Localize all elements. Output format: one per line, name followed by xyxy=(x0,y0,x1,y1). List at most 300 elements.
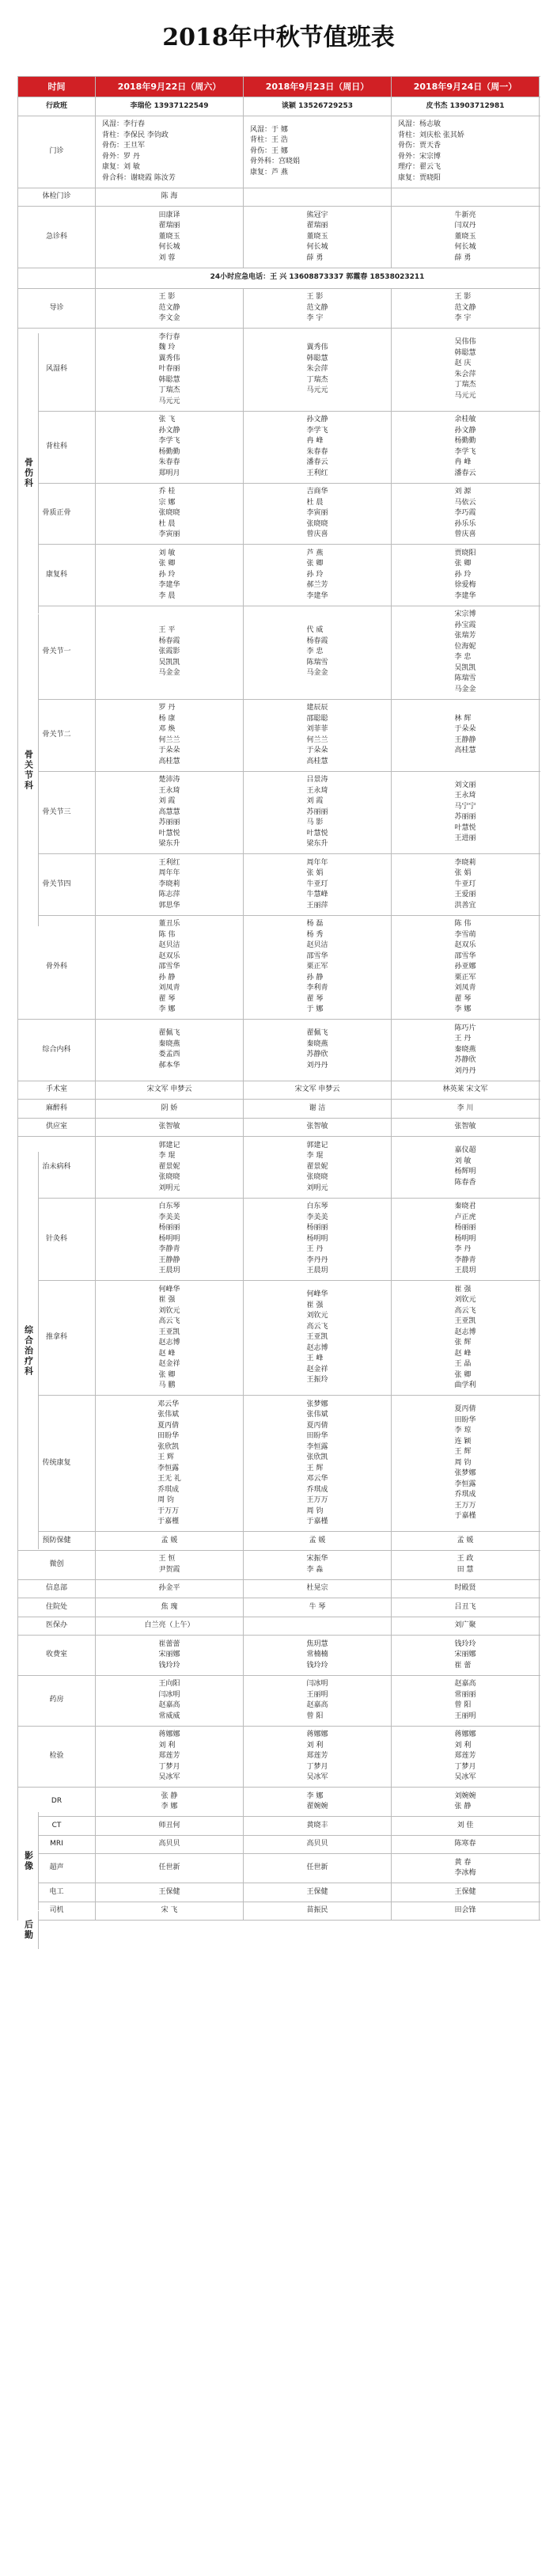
department-name: 骨质正骨 xyxy=(18,484,96,545)
staff-name: 郭建记 xyxy=(306,1141,328,1149)
staff-name: 焦玥慧 xyxy=(306,1639,328,1648)
roster-row xyxy=(18,1636,540,1676)
staff-name: 高桂慧 xyxy=(306,757,328,766)
staff-name: 杨明明 xyxy=(158,1234,180,1243)
staff-name: 邵雪华 xyxy=(306,952,328,960)
duty-cell xyxy=(392,1617,540,1636)
staff-list xyxy=(392,120,539,184)
staff-name: 张智敏 xyxy=(158,1123,180,1130)
duty-cell xyxy=(392,1137,540,1198)
staff-name: 李冰梅 xyxy=(454,1869,476,1877)
duty-cell xyxy=(392,854,540,915)
staff-name: 建辰辰 xyxy=(306,704,328,712)
staff-name: 常丽丽 xyxy=(454,1690,476,1699)
staff-name: 郝兰芳 xyxy=(306,581,328,589)
duty-cell xyxy=(244,916,392,1020)
staff-name: 孙乐乐 xyxy=(454,519,476,528)
staff-name: 林 辉 xyxy=(454,714,472,723)
staff-name: 刘 利 xyxy=(306,1741,324,1750)
staff-name: 于朵朵 xyxy=(306,747,328,754)
staff-name: 张 娟 xyxy=(454,869,472,877)
staff-list xyxy=(306,1141,328,1195)
category-group-label: 后勤 xyxy=(18,1911,39,1949)
staff-list xyxy=(158,1554,180,1575)
staff-name: 李建华 xyxy=(158,581,180,589)
staff-name: 张晓晓 xyxy=(158,1173,180,1181)
header-day-3: 2018年9月24日（周一） xyxy=(392,77,540,97)
staff-name: 吴冰军 xyxy=(158,1773,180,1781)
staff-name: 尹贺霞 xyxy=(158,1565,180,1574)
staff-name: 王晨玥 xyxy=(158,1267,180,1275)
roster-row xyxy=(18,1551,540,1580)
staff-name: 吴冰军 xyxy=(454,1773,476,1781)
staff-name: 刘 敏 xyxy=(454,1157,472,1165)
duty-cell xyxy=(244,1551,392,1579)
staff-name: 杨勤勤 xyxy=(158,447,180,456)
staff-name: 李晓莉 xyxy=(158,880,180,888)
staff-name: 熊冠宇 xyxy=(306,211,328,219)
category-group-label: 影像 xyxy=(18,1812,39,1910)
staff-list xyxy=(454,1887,476,1898)
staff-list xyxy=(130,101,208,112)
staff-name: 牛亚玎 xyxy=(306,880,328,888)
duty-cell xyxy=(96,1532,244,1550)
staff-name: 薛 勇 xyxy=(306,253,324,262)
roster-row xyxy=(18,1788,540,1817)
staff-name: 任世新 xyxy=(306,1864,328,1872)
staff-name: 孟 媛 xyxy=(457,1536,474,1544)
duty-cell xyxy=(244,1636,392,1675)
staff-name: 于万万 xyxy=(157,1506,180,1515)
header-time-label: 时间 xyxy=(18,77,96,97)
department-name: 骨外科 xyxy=(18,916,96,1020)
staff-name: 师丑何 xyxy=(158,1821,180,1829)
staff-name: 周 钧 xyxy=(157,1496,174,1504)
staff-name: 王 影 xyxy=(306,293,324,301)
staff-list xyxy=(161,1791,178,1813)
staff-name: 张伟斌 xyxy=(157,1411,180,1419)
staff-name: 魏 玲 xyxy=(158,344,176,351)
staff-name: 梁东升 xyxy=(306,840,328,848)
department-name: 综合内科 xyxy=(18,1020,96,1081)
staff-list xyxy=(426,101,504,112)
staff-name: 何长城 xyxy=(306,243,328,251)
roster-row xyxy=(18,1883,540,1902)
staff-name: 罗 丹 xyxy=(158,704,176,712)
duty-cell xyxy=(96,545,244,606)
staff-list xyxy=(457,1821,474,1832)
staff-name: 张 静 xyxy=(454,1803,472,1810)
duty-cell xyxy=(96,1727,244,1788)
staff-name: 吉商华 xyxy=(306,488,328,496)
duty-cell xyxy=(392,1396,540,1531)
duty-cell xyxy=(96,188,244,207)
duty-cell xyxy=(96,1100,244,1118)
staff-name: 背柱：王 浩 xyxy=(250,136,288,145)
staff-name: 高慧慧 xyxy=(158,807,180,816)
department-name: 医保办 xyxy=(18,1617,96,1636)
staff-list xyxy=(306,858,328,912)
staff-list xyxy=(158,332,180,408)
staff-name: 张欣凯 xyxy=(306,1453,328,1461)
duty-cell xyxy=(244,606,392,699)
department-name: 康复科 xyxy=(18,545,96,606)
staff-list xyxy=(454,1730,476,1784)
staff-list xyxy=(309,1602,326,1613)
staff-name: 董丑乐 xyxy=(158,920,180,928)
staff-list xyxy=(158,1639,180,1672)
duty-cell xyxy=(244,700,392,771)
department-name: 骨关节三 xyxy=(18,772,96,854)
staff-name: 冉 峰 xyxy=(454,458,472,466)
staff-list xyxy=(306,1122,328,1133)
staff-name: 田会锋 xyxy=(454,1906,476,1914)
staff-name: 孙 玲 xyxy=(306,570,324,579)
staff-list xyxy=(158,292,180,325)
staff-list xyxy=(147,1085,192,1096)
staff-name: 丁瑞杰 xyxy=(306,375,328,384)
staff-name: 杜 晨 xyxy=(158,519,176,528)
staff-list xyxy=(457,1536,474,1547)
duty-cell xyxy=(96,1836,244,1854)
staff-name: 赵志博 xyxy=(454,1328,476,1336)
staff-name: 背柱：刘庆松 张其娇 xyxy=(398,131,464,139)
staff-list xyxy=(454,610,476,695)
staff-name: 赵双乐 xyxy=(158,952,180,960)
department-name: 检验 xyxy=(18,1727,96,1788)
staff-name: 朱春春 xyxy=(158,458,180,466)
staff-name: 杜晃宗 xyxy=(306,1584,328,1592)
staff-name: 皮书杰 13903712981 xyxy=(426,101,505,110)
staff-name: 张霞影 xyxy=(158,648,180,656)
staff-list xyxy=(306,775,328,850)
roster-row xyxy=(18,772,540,855)
duty-cell xyxy=(244,1617,392,1636)
staff-name: 潘春云 xyxy=(454,469,476,477)
staff-name: 张晓晓 xyxy=(158,509,180,517)
staff-name: 李 琨 xyxy=(306,1152,324,1160)
staff-list xyxy=(161,1905,178,1917)
staff-name: 王 辉 xyxy=(306,1464,324,1472)
staff-list xyxy=(158,1285,180,1392)
staff-list xyxy=(454,549,476,602)
staff-name: 蒋娜娜 xyxy=(158,1731,180,1738)
duty-cell xyxy=(96,1817,244,1835)
staff-name: 牛亚玎 xyxy=(454,880,476,888)
staff-name: 刘凤青 xyxy=(454,984,476,992)
staff-list xyxy=(454,415,476,479)
staff-name: 高桂慧 xyxy=(158,757,180,766)
staff-name: 叶慧悦 xyxy=(306,829,328,838)
department-name: 治未病科 xyxy=(18,1137,96,1198)
staff-name: 李 忠 xyxy=(306,648,324,656)
duty-cell xyxy=(96,772,244,854)
duty-cell xyxy=(392,1788,540,1816)
staff-name: 翟佩飞 xyxy=(158,1029,180,1038)
staff-name: 翟瑞丽 xyxy=(306,222,328,230)
staff-name: 郑莲芳 xyxy=(306,1752,328,1760)
staff-name: 张 卿 xyxy=(454,560,472,568)
staff-list xyxy=(306,487,328,541)
staff-name: 何长城 xyxy=(158,243,180,251)
staff-name: 乔琪成 xyxy=(157,1485,180,1494)
staff-list xyxy=(306,1905,328,1917)
staff-name: 郭建记 xyxy=(158,1141,180,1149)
department-name: 供应室 xyxy=(18,1119,96,1137)
staff-name: 风湿：杨志敏 xyxy=(398,120,441,128)
duty-cell xyxy=(392,188,540,207)
duty-cell xyxy=(96,1396,244,1531)
staff-name: 张 辉 xyxy=(454,1339,472,1347)
duty-cell xyxy=(96,1281,244,1395)
staff-list xyxy=(306,1821,328,1832)
staff-name: 闫冰明 xyxy=(306,1680,328,1688)
staff-name: 骨合科：谢晓霞 陈汝芳 xyxy=(102,173,176,182)
category-group-label: 骨伤科 xyxy=(18,333,39,614)
staff-name: 于嘉槿 xyxy=(306,1518,328,1525)
staff-list xyxy=(454,1602,476,1613)
staff-name: 李 娜 xyxy=(306,1791,324,1800)
staff-name: 王利红 xyxy=(158,858,180,867)
staff-list xyxy=(306,625,328,679)
staff-name: 杨勤勤 xyxy=(454,437,476,445)
staff-name: 王亚凯 xyxy=(158,1328,180,1336)
staff-list xyxy=(306,1730,328,1784)
duty-cell xyxy=(244,1883,392,1902)
staff-list xyxy=(158,1863,180,1874)
duty-cell xyxy=(96,1676,244,1726)
staff-name: 田康译 xyxy=(158,211,180,219)
staff-list xyxy=(158,703,180,767)
staff-list xyxy=(454,1583,476,1594)
staff-name: 宋 飞 xyxy=(161,1906,178,1914)
staff-name: 赵贝洁 xyxy=(158,941,180,949)
duty-cell xyxy=(244,1836,392,1854)
duty-cell xyxy=(244,1100,392,1118)
staff-name: 李恒露 xyxy=(454,1480,476,1488)
duty-cell xyxy=(244,484,392,545)
roster-row xyxy=(18,1676,540,1727)
staff-name: 韩聪慧 xyxy=(158,375,180,384)
roster-row xyxy=(18,916,540,1020)
staff-name: 牛慧峰 xyxy=(306,891,328,899)
staff-name: 王进丽 xyxy=(454,834,476,843)
staff-name: 杨 康 xyxy=(158,714,176,723)
staff-name: 宋振华 xyxy=(306,1555,328,1563)
staff-name: 孙金平 xyxy=(158,1584,180,1592)
staff-name: 王保健 xyxy=(158,1887,180,1896)
staff-name: 秦晓燕 xyxy=(158,1039,180,1048)
staff-name: 田 慧 xyxy=(457,1565,474,1574)
staff-name: 郭思华 xyxy=(158,901,180,910)
staff-name: 李 淼 xyxy=(306,1565,324,1574)
staff-list xyxy=(454,1202,476,1277)
duty-cell xyxy=(392,412,540,483)
staff-name: 李静青 xyxy=(158,1245,180,1253)
staff-list xyxy=(309,1104,326,1115)
page-title: 2018年中秋节值班表 xyxy=(162,24,395,51)
staff-name: 李美美 xyxy=(306,1213,328,1222)
staff-name: 潘春云 xyxy=(306,458,328,466)
staff-name: 陈 伟 xyxy=(454,920,472,928)
staff-name: 李 忠 xyxy=(454,653,472,661)
staff-name: 王 平 xyxy=(158,626,176,635)
staff-list xyxy=(457,1104,474,1115)
staff-list xyxy=(306,1639,328,1672)
staff-list xyxy=(244,125,391,179)
department-name: 行政班 xyxy=(18,97,96,116)
staff-name: 张梦娜 xyxy=(454,1469,476,1478)
staff-name: 翼秀伟 xyxy=(158,354,180,363)
staff-list xyxy=(158,1839,180,1850)
staff-name: 刘丹丹 xyxy=(454,1066,476,1075)
staff-name: 孟 媛 xyxy=(309,1536,326,1544)
staff-name: 马金金 xyxy=(158,669,180,678)
roster-row xyxy=(18,412,540,484)
staff-name: 王丽明 xyxy=(454,1712,476,1720)
duty-cell xyxy=(392,1902,540,1921)
staff-name: 陈瑞雪 xyxy=(454,674,476,682)
staff-name: 张欣凯 xyxy=(157,1442,180,1451)
department-name: 导诊 xyxy=(18,289,96,329)
staff-name: 李晓莉 xyxy=(454,858,476,867)
staff-name: 杨丽丽 xyxy=(454,1224,476,1232)
staff-name: 朱会萍 xyxy=(306,365,328,373)
roster-row xyxy=(18,1396,540,1532)
duty-cell xyxy=(392,329,540,411)
staff-name: 李学飞 xyxy=(306,426,328,435)
staff-name: 刘 霞 xyxy=(158,797,176,805)
roster-row xyxy=(18,1598,540,1617)
roster-row xyxy=(18,1727,540,1788)
duty-cell xyxy=(392,1580,540,1598)
staff-name: 董晓玉 xyxy=(158,232,180,241)
staff-name: 夏丙倩 xyxy=(157,1421,180,1430)
duty-cell xyxy=(244,1676,392,1726)
department-name: 住院处 xyxy=(18,1598,96,1617)
duty-cell xyxy=(244,1396,392,1531)
staff-name: 李美美 xyxy=(158,1213,180,1222)
staff-name: 郑莲芳 xyxy=(454,1752,476,1760)
staff-name: 陈寒春 xyxy=(454,1840,476,1848)
staff-name: 曾 阳 xyxy=(306,1712,324,1720)
staff-name: 李 丹 xyxy=(454,1245,472,1253)
staff-name: 李 宇 xyxy=(306,314,324,322)
duty-cell xyxy=(244,329,392,411)
staff-name: 王丽明 xyxy=(306,1690,328,1699)
staff-name: 杨明明 xyxy=(306,1234,328,1243)
duty-cell xyxy=(392,97,540,116)
staff-name: 邓 焕 xyxy=(158,725,176,733)
staff-name: 杨春霞 xyxy=(306,636,328,645)
duty-cell xyxy=(96,1854,244,1883)
staff-name: 吕丑飞 xyxy=(454,1602,476,1611)
duty-cell xyxy=(96,1883,244,1902)
duty-cell xyxy=(244,1580,392,1598)
staff-list xyxy=(306,1863,328,1874)
staff-list xyxy=(454,292,476,325)
duty-cell xyxy=(96,854,244,915)
staff-name: 韩聪慧 xyxy=(306,354,328,363)
duty-cell xyxy=(96,1617,244,1636)
staff-name: 王永琦 xyxy=(454,792,476,800)
roster-row xyxy=(18,97,540,116)
staff-name: 董晓玉 xyxy=(454,232,476,241)
header-day-1: 2018年9月22日（周六） xyxy=(96,77,244,97)
staff-name: 李利青 xyxy=(306,984,328,992)
staff-name: 于嘉槿 xyxy=(454,1512,476,1521)
staff-name: 蒋娜娜 xyxy=(454,1731,476,1738)
roster-row xyxy=(18,1081,540,1100)
staff-name: 何长城 xyxy=(454,243,476,251)
staff-list xyxy=(454,919,476,1016)
staff-name: 高桂慧 xyxy=(454,747,476,754)
staff-name: 吴凯凯 xyxy=(158,658,180,667)
staff-name: 丁瑞杰 xyxy=(454,381,476,389)
roster-row xyxy=(18,1281,540,1396)
staff-name: 翟瑞丽 xyxy=(158,222,180,230)
staff-name: 张 静 xyxy=(161,1791,178,1800)
staff-name: 陈 海 xyxy=(161,192,178,200)
staff-name: 李丹丹 xyxy=(306,1256,328,1264)
staff-name: 焦 瑰 xyxy=(161,1602,178,1611)
staff-name: 翟婉婉 xyxy=(306,1803,328,1810)
staff-name: 李 川 xyxy=(457,1104,474,1112)
roster-row xyxy=(18,289,540,329)
staff-name: 李文金 xyxy=(158,314,180,322)
staff-name: 孙 静 xyxy=(158,973,176,982)
staff-name: 邓云华 xyxy=(157,1400,180,1408)
staff-name: 王亚凯 xyxy=(306,1333,328,1342)
staff-name: 卢正虎 xyxy=(454,1213,476,1222)
duty-cell xyxy=(244,1020,392,1081)
department-name xyxy=(18,268,96,288)
staff-name: 背柱：李保民 李钧政 xyxy=(102,131,169,139)
staff-name: 王静静 xyxy=(454,735,476,744)
staff-name: 王振玲 xyxy=(306,1376,328,1385)
duty-cell xyxy=(96,1598,244,1617)
staff-name: 刘明元 xyxy=(158,1184,180,1192)
staff-name: 郝本华 xyxy=(158,1061,180,1070)
staff-list xyxy=(306,549,328,602)
staff-list xyxy=(158,1730,180,1784)
staff-name: 赵嘉高 xyxy=(158,1701,180,1709)
staff-name: 于朵朵 xyxy=(454,725,476,733)
staff-name: 范文静 xyxy=(454,303,476,312)
staff-name: 王 辉 xyxy=(157,1453,174,1461)
staff-name: 刘钦元 xyxy=(158,1306,180,1315)
staff-name: 丁梦月 xyxy=(454,1762,476,1771)
duty-cell xyxy=(392,1551,540,1579)
staff-list xyxy=(454,1285,476,1392)
staff-name: 赵双乐 xyxy=(454,941,476,949)
staff-name: 梁东升 xyxy=(158,840,180,848)
staff-name: 乔琪成 xyxy=(454,1491,476,1499)
staff-list xyxy=(454,1639,476,1672)
staff-name: 韩聪慧 xyxy=(454,348,476,357)
staff-name: 何峰华 xyxy=(306,1290,328,1299)
staff-name: 宋文军 申梦云 xyxy=(146,1085,192,1093)
staff-name: 常楠楠 xyxy=(306,1651,328,1658)
staff-name: 夏丙倩 xyxy=(454,1405,476,1414)
staff-list xyxy=(158,1887,180,1898)
staff-name: 李瑞伦 13937122549 xyxy=(130,101,209,110)
duty-cell xyxy=(244,1199,392,1281)
staff-name: 常威威 xyxy=(158,1712,180,1720)
staff-name: 刘明元 xyxy=(306,1184,328,1192)
staff-name: 康复：芦 燕 xyxy=(250,168,288,177)
staff-name: 李静青 xyxy=(454,1256,476,1264)
